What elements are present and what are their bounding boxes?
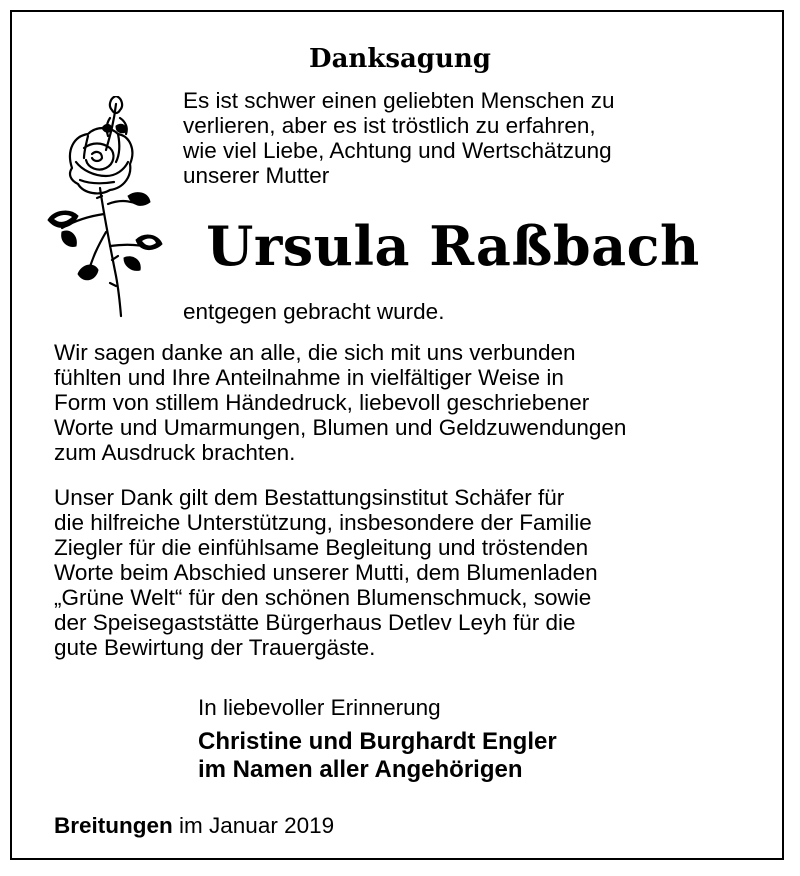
thanks-paragraph-2 — [54, 485, 747, 660]
intro-line: unserer Mutter — [183, 163, 330, 188]
intro-text — [183, 88, 747, 188]
signature-intro: In liebevoller Erinnerung — [198, 695, 441, 720]
intro-line: Es ist schwer einen geliebten Menschen zu — [183, 88, 615, 113]
paragraph-line: Form von stillem Händedruck, liebevoll geschriebener — [54, 390, 590, 415]
paragraph-line: Wir sagen danke an alle, die sich mit uns verbunden — [54, 340, 576, 365]
paragraph-line: zum Ausdruck brachten. — [54, 440, 296, 465]
notice-heading: Danksagung — [309, 44, 491, 74]
intro-line: wie viel Liebe, Achtung und Wertschätzung — [183, 138, 612, 163]
place-date — [54, 812, 334, 840]
thanks-paragraph-1 — [54, 340, 747, 465]
date-text: im Januar 2019 — [179, 813, 335, 838]
paragraph-line: Worte und Umarmungen, Blumen und Geldzuwendungen — [54, 415, 627, 440]
paragraph-line: „Grüne Welt“ für den schönen Blumenschmuck, sowie — [54, 585, 592, 610]
signature-names: Christine und Burghardt Engler — [198, 728, 557, 755]
deceased-name: Ursula Raßbach — [206, 214, 700, 278]
paragraph-line: Unser Dank gilt dem Bestattungsinstitut Schäfer für — [54, 485, 565, 510]
paragraph-line: Worte beim Abschied unserer Mutti, dem Blumenladen — [54, 560, 598, 585]
intro-line: verlieren, aber es ist tröstlich zu erfahren, — [183, 113, 596, 138]
paragraph-line: gute Bewirtung der Trauergäste. — [54, 635, 376, 660]
rose-icon — [40, 96, 164, 318]
paragraph-line: Ziegler für die einfühlsame Begleitung und tröstenden — [54, 535, 589, 560]
place-name: Breitungen — [54, 813, 173, 838]
after-name-text: entgegen gebracht wurde. — [183, 299, 445, 324]
paragraph-line: die hilfreiche Unterstützung, insbesondere der Familie — [54, 510, 592, 535]
signature-family: im Namen aller Angehörigen — [198, 756, 523, 783]
paragraph-line: der Speisegaststätte Bürgerhaus Detlev Leyh für die — [54, 610, 576, 635]
paragraph-line: fühlten und Ihre Anteilnahme in vielfältiger Weise in — [54, 365, 564, 390]
